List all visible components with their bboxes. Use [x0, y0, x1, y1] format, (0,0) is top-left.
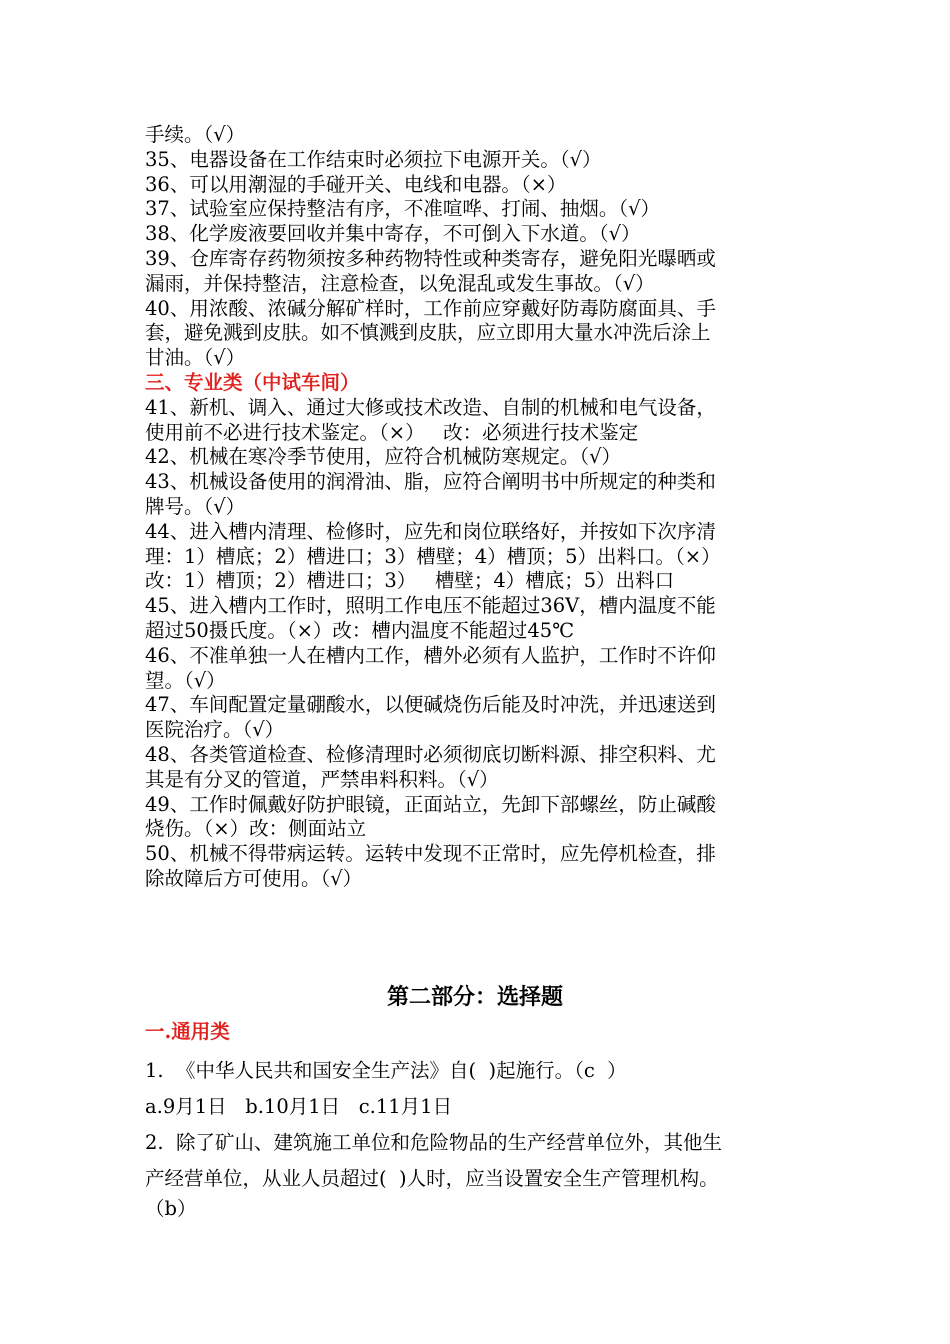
text-line: 35、电器设备在工作结束时必须拉下电源开关。（√） — [145, 147, 602, 171]
question-2-line-2: 产经营单位，从业人员超过( )人时，应当设置安全生产管理机构。 — [145, 1167, 719, 1190]
text-line: 43、机械设备使用的润滑油、脂，应符合阐明书中所规定的种类和 — [145, 470, 716, 494]
text-line: 48、各类管道检查、检修清理时必须彻底切断料源、排空积料、尤 — [145, 742, 716, 766]
text-line: 漏雨，并保持整洁，注意检查，以免混乱或发生事故。（√） — [145, 271, 655, 295]
text-line: 36、可以用潮湿的手碰开关、电线和电器。（×） — [145, 172, 567, 196]
text-line: 超过50摄氏度。（×）改：槽内温度不能超过45℃ — [145, 618, 575, 642]
true-false-section — [145, 123, 805, 892]
text-line: 40、用浓酸、浓碱分解矿样时，工作前应穿戴好防毒防腐面具、手 — [145, 296, 716, 320]
text-line: 医院治疗。（√） — [145, 718, 285, 742]
text-line: 手续。（√） — [145, 123, 246, 146]
text-line: 47、车间配置定量硼酸水，以便碱烧伤后能及时冲洗，并迅速送到 — [145, 693, 716, 717]
text-line: 39、仓库寄存药物须按多种药物特性或种类寄存，避免阳光曝晒或 — [145, 246, 716, 270]
text-line: 甘油。（√） — [145, 346, 246, 370]
text-line: 50、机械不得带病运转。运转中发现不正常时，应先停机检查，排 — [145, 842, 716, 866]
text-line: 改：1）槽顶；2）槽进口；3） 槽壁；4）槽底；5）出料口 — [145, 569, 675, 593]
text-line: 除故障后方可使用。（√） — [145, 866, 363, 890]
text-line: 使用前不必进行技术鉴定。（×） 改：必须进行技术鉴定 — [145, 420, 639, 444]
text-line: 42、机械在寒冷季节使用，应符合机械防寒规定。（√） — [145, 445, 621, 469]
question-1-options: a.9月1日 b.10月1日 c.11月1日 — [145, 1095, 453, 1118]
text-line: 烧伤。（×）改：侧面站立 — [145, 817, 367, 841]
part-two-title: 第二部分：选择题 — [386, 984, 563, 1010]
question-1: 1. 《中华人民共和国安全生产法》自( )起施行。（c ） — [145, 1059, 627, 1082]
question-2-line-1: 2. 除了矿山、建筑施工单位和危险物品的生产经营单位外，其他生 — [145, 1131, 723, 1154]
multiple-choice-section — [145, 1017, 807, 1221]
text-line: 望。（√） — [145, 668, 226, 692]
text-line: 其是有分叉的管道，严禁串料积料。（√） — [145, 767, 499, 791]
question-2-answer: （b） — [145, 1197, 197, 1220]
text-line: 45、进入槽内工作时，照明工作电压不能超过36V，槽内温度不能 — [145, 594, 716, 618]
text-line: 41、新机、调入、通过大修或技术改造、自制的机械和电气设备， — [145, 395, 716, 419]
text-line: 46、不准单独一人在槽内工作，槽外必须有人监护，工作时不许仰 — [145, 643, 716, 667]
section-title: 一.通用类 — [145, 1020, 230, 1043]
text-line: 套，避免溅到皮肤。如不慎溅到皮肤，应立即用大量水冲洗后涂上 — [145, 321, 711, 345]
text-line: 理：1）槽底；2）槽进口；3）槽壁；4）槽顶；5）出料口。（×） — [145, 544, 721, 568]
text-line: 38、化学废液要回收并集中寄存，不可倒入下水道。（√） — [145, 222, 641, 246]
text-line: 牌号。（√） — [145, 494, 246, 518]
section-title: 三、专业类（中试车间） — [145, 370, 360, 394]
text-line: 37、试验室应保持整洁有序，不准喧哗、打闹、抽烟。（√） — [145, 197, 660, 221]
text-line: 49、工作时佩戴好防护眼镜，正面站立，先卸下部螺丝，防止碱酸 — [145, 792, 716, 816]
text-line: 44、进入槽内清理、检修时，应先和岗位联络好，并按如下次序清 — [145, 519, 716, 543]
